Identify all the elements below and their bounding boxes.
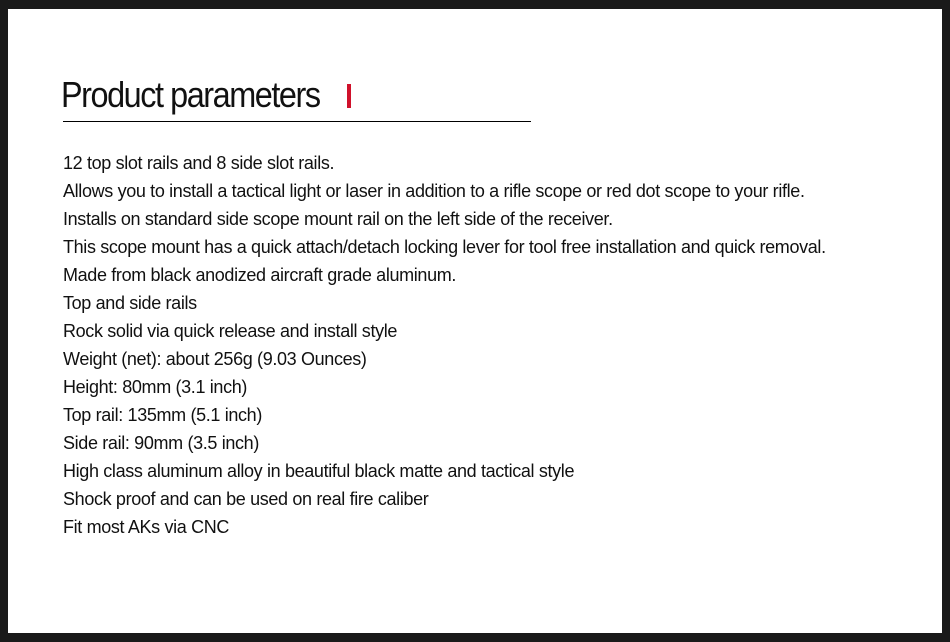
parameter-item: Top rail: 135mm (5.1 inch) [63, 405, 262, 425]
parameter-item: Rock solid via quick release and install style [63, 321, 398, 341]
parameter-item: Shock proof and can be used on real fire caliber [63, 489, 429, 509]
parameter-item: Fit most AKs via CNC [63, 517, 230, 537]
parameter-item: Weight (net): about 256g (9.03 Ounces) [63, 349, 367, 369]
parameter-item: Side rail: 90mm (3.5 inch) [63, 433, 259, 453]
parameter-item: This scope mount has a quick attach/detach locking lever for tool free installation and quick removal. [63, 237, 826, 257]
title-accent-bar [347, 84, 351, 108]
section-header [61, 72, 348, 118]
section-title: Product parameters [61, 74, 320, 115]
parameter-item: Made from black anodized aircraft grade aluminum. [63, 265, 457, 285]
parameter-item: Installs on standard side scope mount rail on the left side of the receiver. [63, 209, 613, 229]
parameter-item: Top and side rails [63, 293, 197, 313]
parameter-item: Height: 80mm (3.1 inch) [63, 377, 248, 397]
parameter-list [63, 149, 826, 541]
parameter-item: High class aluminum alloy in beautiful black matte and tactical style [63, 461, 575, 481]
parameter-item: Allows you to install a tactical light or laser in addition to a rifle scope or red dot scope to your rifle. [63, 181, 805, 201]
title-divider [63, 121, 531, 122]
product-parameters-panel [8, 9, 942, 633]
parameter-item: 12 top slot rails and 8 side slot rails. [63, 153, 335, 173]
